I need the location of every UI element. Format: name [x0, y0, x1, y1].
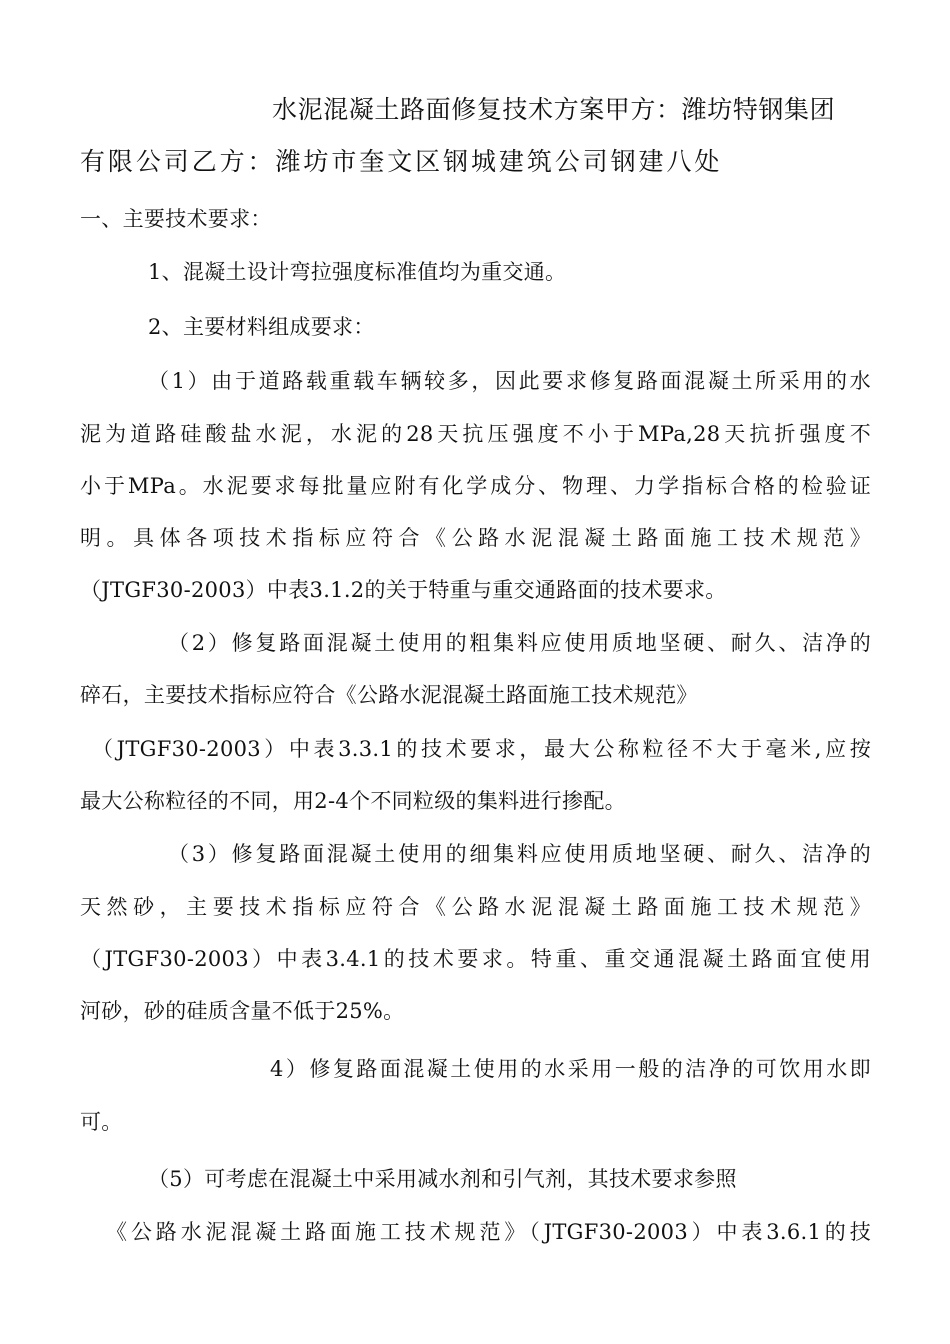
paragraph-3-line-1: （3）修复路面混凝土使用的细集料应使用质地坚硬、耐久、洁净的 [168, 842, 871, 866]
paragraph-4-line-2: 可。 [80, 1110, 123, 1134]
paragraph-5-line-2: 《公路水泥混凝土路面施工技术规范》（JTGF30-2003）中表3.6.1的技 [106, 1220, 871, 1244]
paragraph-2-line-1: （2）修复路面混凝土使用的粗集料应使用质地坚硬、耐久、洁净的 [168, 631, 871, 655]
paragraph-3-line-4: 河砂，砂的硅质含量不低于25%。 [80, 999, 405, 1023]
paragraph-3-line-2: 天然砂，主要技术指标应符合《公路水泥混凝土路面施工技术规范》 [80, 895, 871, 919]
paragraph-2-line-4: 最大公称粒径的不同，用2-4个不同粒级的集料进行掺配。 [80, 789, 626, 813]
section-heading: 一、主要技术要求： [80, 207, 272, 231]
list-item-1: 1、混凝土设计弯拉强度标准值均为重交通。 [148, 260, 567, 284]
document-title-line-1: 水泥混凝土路面修复技术方案甲方：潍坊特钢集团 [272, 95, 836, 124]
paragraph-1-line-3: 小于MPa。水泥要求每批量应附有化学成分、物理、力学指标合格的检验证 [80, 474, 871, 498]
paragraph-2-line-2: 碎石，主要技术指标应符合《公路水泥混凝土路面施工技术规范》 [80, 683, 698, 707]
document-title-line-2: 有限公司乙方：潍坊市奎文区钢城建筑公司钢建八处 [80, 147, 720, 176]
paragraph-3-line-3: （JTGF30-2003）中表3.4.1的技术要求。特重、重交通混凝土路面宜使用 [80, 947, 871, 971]
paragraph-1-line-2: 泥为道路硅酸盐水泥，水泥的28天抗压强度不小于MPa,28天抗折强度不 [80, 422, 871, 446]
paragraph-2-line-3: （JTGF30-2003）中表3.3.1的技术要求，最大公称粒径不大于毫米,应按 [92, 737, 871, 761]
paragraph-4-line-1: 4）修复路面混凝土使用的水采用一般的洁净的可饮用水即 [270, 1057, 871, 1081]
paragraph-1-line-5: （JTGF30-2003）中表3.1.2的关于特重与重交通路面的技术要求。 [80, 578, 727, 602]
paragraph-1-line-4: 明。具体各项技术指标应符合《公路水泥混凝土路面施工技术规范》 [80, 526, 871, 550]
paragraph-1-line-1: （1）由于道路载重载车辆较多，因此要求修复路面混凝土所采用的水 [148, 369, 871, 393]
list-item-2: 2、主要材料组成要求： [148, 315, 375, 339]
paragraph-5-line-1: （5）可考虑在混凝土中采用减水剂和引气剂，其技术要求参照 [148, 1167, 737, 1191]
